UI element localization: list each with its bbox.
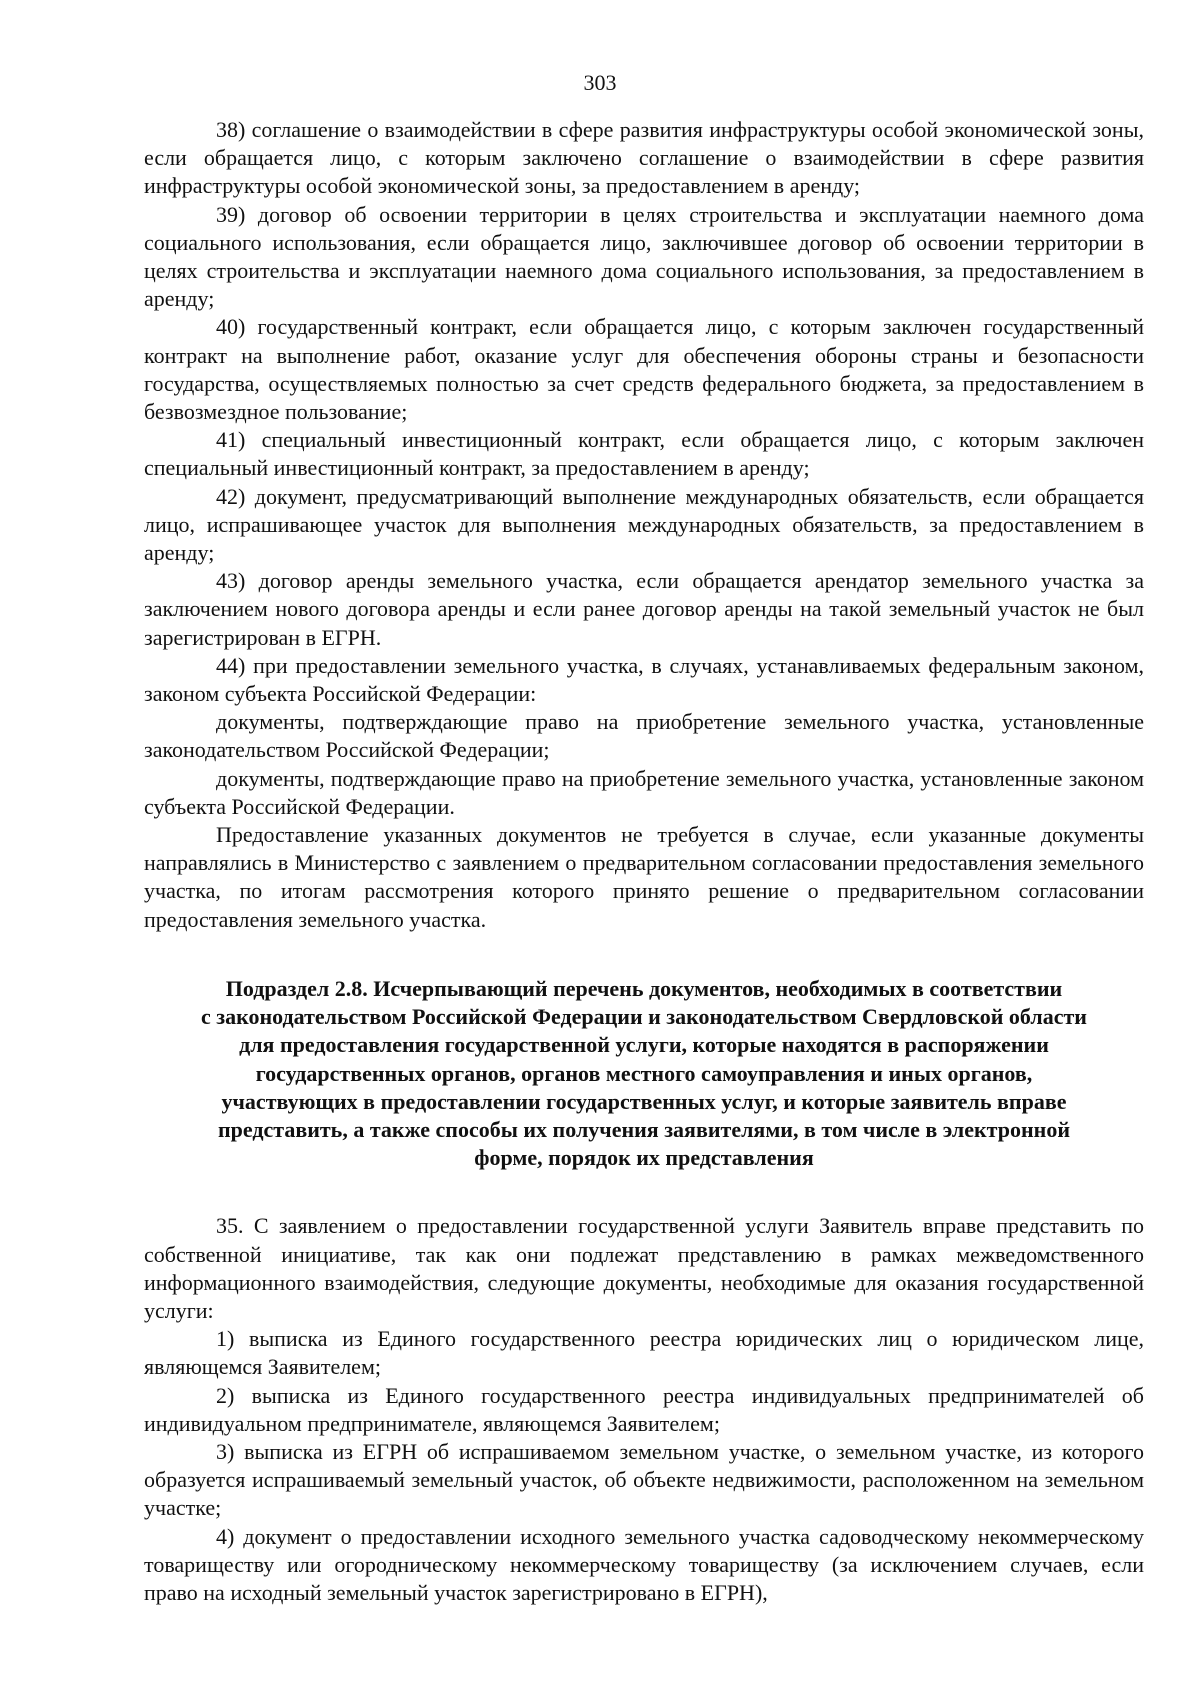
document-body [144,116,1144,1607]
heading-line: с законодательством Российской Федерации и законодательством Свердловской области [201,1004,1087,1030]
heading-line: государственных органов, органов местного самоуправления и иных органов, [255,1060,1033,1086]
paragraph-item-39: 39) договор об освоении территории в целях строительства и эксплуатации наемного дома социального использования, если обращается лицо, заключившее договор об освоении территории в целях строительства и эксплуатации наемного дома социального использования, за предоставлением в аренду; [144,201,1144,312]
paragraph-item-40: 40) государственный контракт, если обращается лицо, с которым заключен государственный контракт на выполнение работ, оказание услуг для обеспечения обороны страны и безопасности государства, осуществляемых полностью за счет средств федерального бюджета, за предоставлением в безвозмездное пользование; [144,314,1144,425]
paragraph-federal-documents: документы, подтверждающие право на приобретение земельного участка, установленные законодательством Российской Федерации; [144,709,1144,763]
list-item-3: 3) выписка из ЕГРН об испрашиваемом земельном участке, о земельном участке, из которого образуется испрашиваемый земельный участок, об объекте недвижимости, расположенном на земельном участке; [144,1438,1144,1521]
section-heading [144,975,1144,1172]
heading-line: форме, порядок их представления [474,1145,814,1171]
heading-line: участвующих в предоставлении государственных услуг, и которые заявитель вправе [221,1088,1067,1114]
list-item-2: 2) выписка из Единого государственного реестра индивидуальных предпринимателей об индивидуальном предпринимателе, являющемся Заявителем; [144,1382,1144,1436]
heading-line: представить, а также способы их получения заявителями, в том числе в электронной [217,1116,1071,1142]
list-item-1: 1) выписка из Единого государственного реестра юридических лиц о юридическом лице, являющемся Заявителем; [144,1326,1144,1380]
paragraph-exemption-note: Предоставление указанных документов не требуется в случае, если указанные документы направлялись в Министерство с заявлением о предварительном согласовании предоставления земельного участка, по итогам рассмотрения которого принято решение о предварительном согласовании предоставления земельного участка. [144,822,1144,932]
heading-line: для предоставления государственной услуги, которые находятся в распоряжении [239,1032,1049,1058]
paragraph-item-38: 38) соглашение о взаимодействии в сфере развития инфраструктуры особой экономической зоны, если обращается лицо, с которым заключено соглашение о взаимодействии в сфере развития инфраструктуры особой экономической зоны, за предоставлением в аренду; [144,117,1144,199]
paragraph-item-42: 42) документ, предусматривающий выполнение международных обязательств, если обращается лицо, испрашивающее участок для выполнения международных обязательств, за предоставлением в аренду; [144,483,1144,566]
list-item-4: 4) документ о предоставлении исходного земельного участка садоводческому некоммерческому товариществу или огородническому некоммерческому товариществу (за исключением случаев, если право на исходный земельный участок зарегистрировано в ЕГРН), [144,1523,1144,1605]
heading-line: Подраздел 2.8. Исчерпывающий перечень документов, необходимых в соответствии [225,975,1063,1001]
paragraph-regional-documents: документы, подтверждающие право на приобретение земельного участка, установленные законом субъекта Российской Федерации. [144,765,1144,819]
paragraph-item-35: 35. С заявлением о предоставлении государственной услуги Заявитель вправе представить по собственной инициативе, так как они подлежат представлению в рамках межведомственного информационного взаимодействия, следующие документы, необходимые для оказания государственной услуги: [144,1213,1144,1323]
paragraph-item-41: 41) специальный инвестиционный контракт, если обращается лицо, с которым заключен специальный инвестиционный контракт, за предоставлением в аренду; [144,427,1144,481]
paragraph-item-44: 44) при предоставлении земельного участка, в случаях, устанавливаемых федеральным законом, законом субъекта Российской Федерации: [144,652,1144,707]
page-number: 303 [583,70,617,95]
paragraph-item-43: 43) договор аренды земельного участка, если обращается арендатор земельного участка за заключением нового договора аренды и если ранее договор аренды на такой земельный участок не был зарегистрирован в ЕГРН. [144,568,1144,650]
